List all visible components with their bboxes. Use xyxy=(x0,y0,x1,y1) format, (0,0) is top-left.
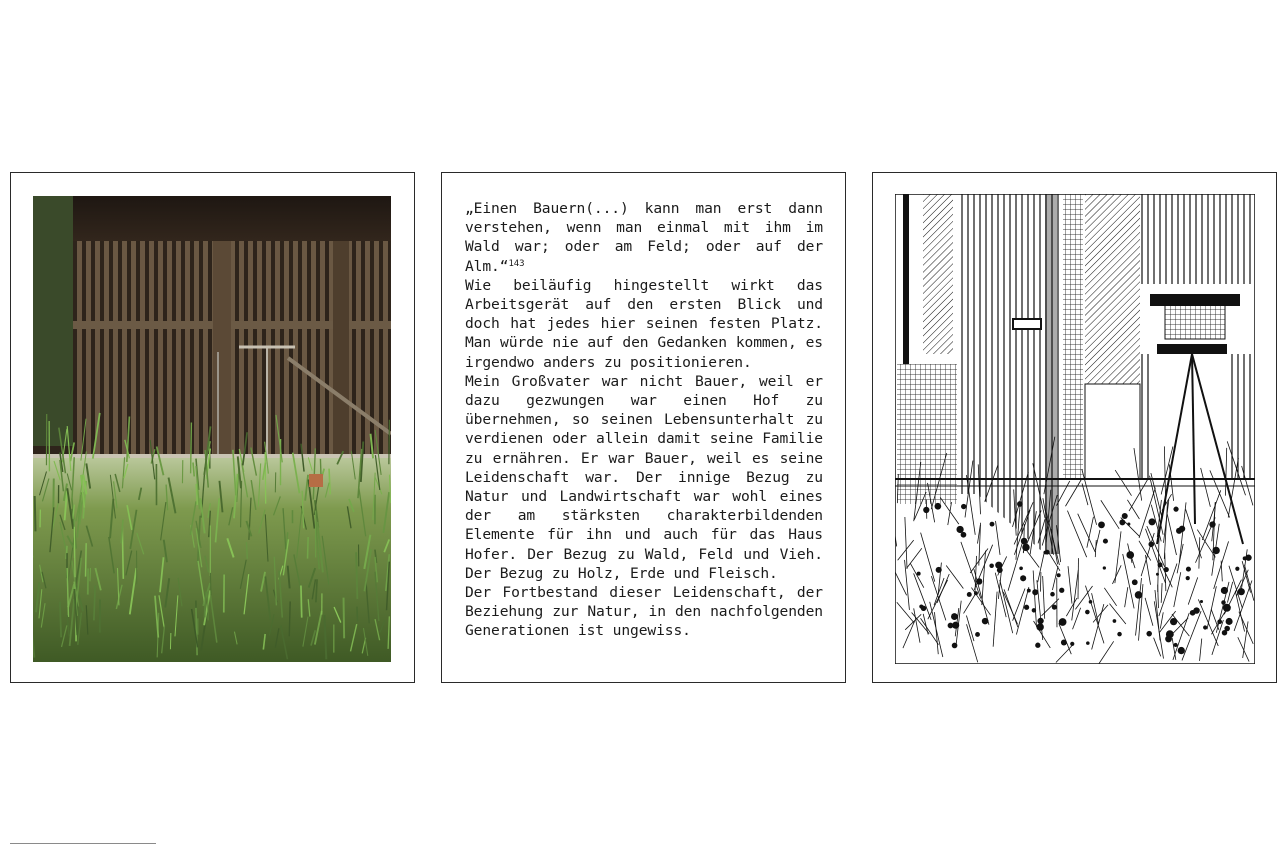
paragraph: Der Fortbestand dieser Leidenschaft, der Beziehung zur Natur, in den nachfolgenden Generationen ist ungewiss. xyxy=(465,584,823,640)
paragraph: Mein Großvater war nicht Bauer, weil er dazu gezwungen war einen Hof zu übernehmen, so seinen Lebensunterhalt zu verdienen oder allein damit seine Familie zu ernähren. Er war Bauer, weil es seine Leidenschaft war. Der innige Bezug zu Natur und Landwirtschaft war wohl eines der am stärksten charakterbildenden Elemente für ihn und auch für das Haus Hofer. Der Bezug zu Wald, Feld und Vieh. Der Bezug zu Holz, Erde und Fleisch. xyxy=(465,372,823,582)
sketch-card xyxy=(872,172,1277,683)
barn-photo-image xyxy=(33,196,391,662)
photo-card xyxy=(10,172,415,683)
footnote-reference: 143 xyxy=(508,258,525,269)
quote-text: „Einen Bauern(...) kann man erst dann verstehen, wenn man einmal mit ihm im Wald war; oder am Feld; oder auf der Alm.“ xyxy=(465,200,823,275)
barn-sketch-image xyxy=(895,194,1255,664)
text-card xyxy=(441,172,846,683)
footnote-rule xyxy=(10,843,156,844)
barn-photo xyxy=(33,196,391,662)
paragraph: Wie beiläufig hingestellt wirkt das Arbeitsgerät auf den ersten Blick und doch hat jedes hier seinen festen Platz. Man würde nie auf den Gedanken kommen, es irgendwo anders zu positionieren. xyxy=(465,276,823,371)
text-column xyxy=(465,199,823,641)
barn-sketch xyxy=(895,194,1255,664)
quote xyxy=(465,199,823,276)
